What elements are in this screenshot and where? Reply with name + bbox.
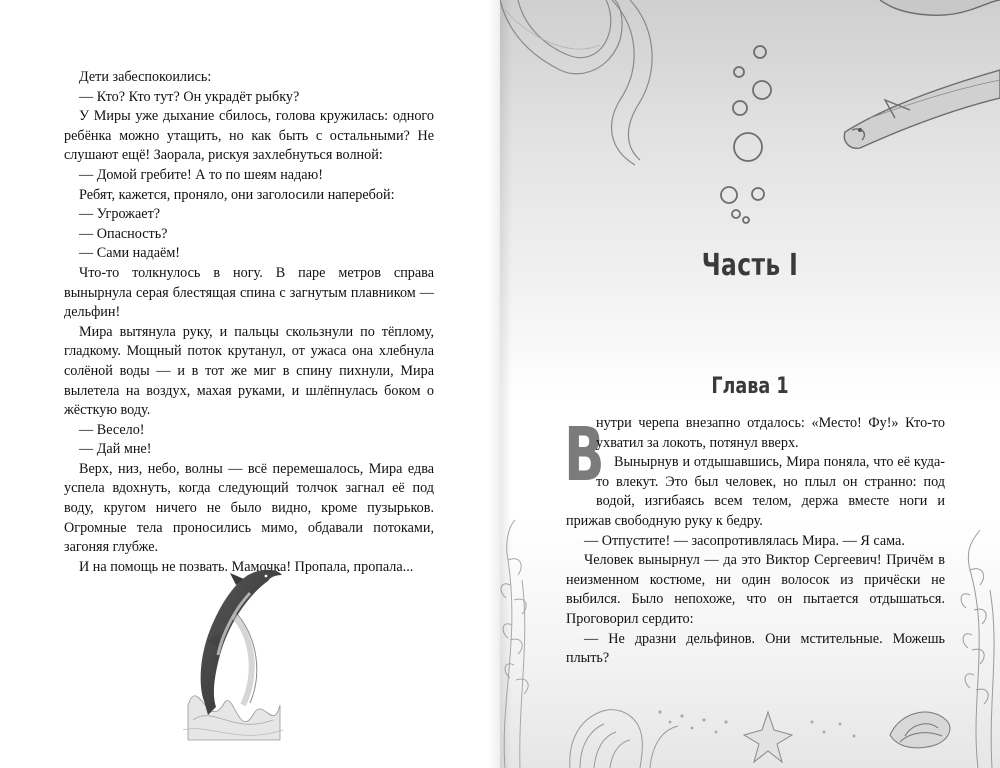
- paragraph: — Отпустите! — засопротивлялась Мира. — Я сама.: [584, 532, 905, 549]
- paragraph: Дети забеспокоились:: [79, 69, 212, 85]
- right-page-text: [566, 414, 945, 669]
- paragraph: Мира вытянула руку, и пальцы скользнули по тёплому, гладкому. Мощный поток крутанул, от ужаса она хлебнула солёной воды — и в тот же миг в спину пихнули, Мира вылетела на воздух, махая руками, и шлёпнулась боком о жёсткую воду.: [64, 323, 434, 419]
- paragraph: Ребят, кажется, проняло, они заголосили наперебой:: [79, 186, 395, 203]
- dolphin-illustration: [178, 555, 288, 745]
- drop-cap: В: [564, 412, 605, 498]
- paragraph: Что-то толкнулось в ногу. В паре метров справа вынырнула серая блестящая спина с загнутым плавником — дельфин!: [64, 264, 434, 321]
- book-gutter: [488, 0, 512, 768]
- bubbles-illustration: [721, 46, 771, 223]
- paragraph: Вынырнув и отдышавшись, Мира поняла, что её куда-то влекут. Это был человек, но плыл он странно: под водой, изгибаясь всем телом, держа вместе ноги и прижав свободную руку к бедру.: [566, 454, 945, 529]
- drop-cap-spacer: [558, 414, 596, 510]
- paragraph: — Сами надаём!: [79, 245, 181, 262]
- part-title: Часть I: [701, 248, 799, 283]
- fish-illustration: [844, 0, 1000, 148]
- paragraph: — Угрожает?: [79, 206, 161, 223]
- paragraph: — Не дразни дельфинов. Они мстительные. Можешь плыть?: [566, 630, 945, 667]
- paragraph: — Опасность?: [79, 225, 168, 242]
- left-page-text: [64, 68, 434, 577]
- paragraph: У Миры уже дыхание сбилось, голова кружилась: одного ребёнка можно утащить, но как быть с остальными? Не слушают ещё! Заорала, рискуя захлебнуться волной:: [64, 108, 434, 164]
- right-page: [500, 0, 1000, 768]
- paragraph: — Кто? Кто тут? Он украдёт рыбку?: [79, 88, 300, 105]
- paragraph: И на помощь не позвать. Мамочка! Пропала, пропала...: [79, 558, 414, 575]
- coral-illustration: [570, 710, 678, 768]
- paragraph: — Домой гребите! А то по шеям надаю!: [79, 166, 323, 183]
- paragraph: — Дай мне!: [79, 441, 152, 458]
- paragraph: Человек вынырнул — да это Виктор Сергеевич! Причём в неизменном костюме, ни один волосок из причёски не выбился. Было непохоже, что он пытается отдышаться. Проговорил сердито:: [566, 552, 945, 627]
- paragraph: — Весело!: [79, 421, 145, 438]
- chapter-title: Глава 1: [711, 374, 789, 399]
- starfish-illustration: [744, 712, 792, 762]
- first-paragraph: нутри черепа внезапно отдалось: «Место! Фу!» Кто-то ухватил за локоть, потянул вверх.: [596, 415, 945, 451]
- eel-illustration: [500, 0, 652, 165]
- paragraph: Верх, низ, небо, волны — всё перемешалось, Мира едва успела вдохнуть, когда следующий толчок загнал её под воду, кругом ничего не было видно, кроме пузырьков. Огромные тела проносились мимо, обдавали потоками, загоняя глубже.: [64, 460, 434, 556]
- seaweed-illustration: [961, 530, 994, 768]
- seashell-illustration: [890, 712, 950, 748]
